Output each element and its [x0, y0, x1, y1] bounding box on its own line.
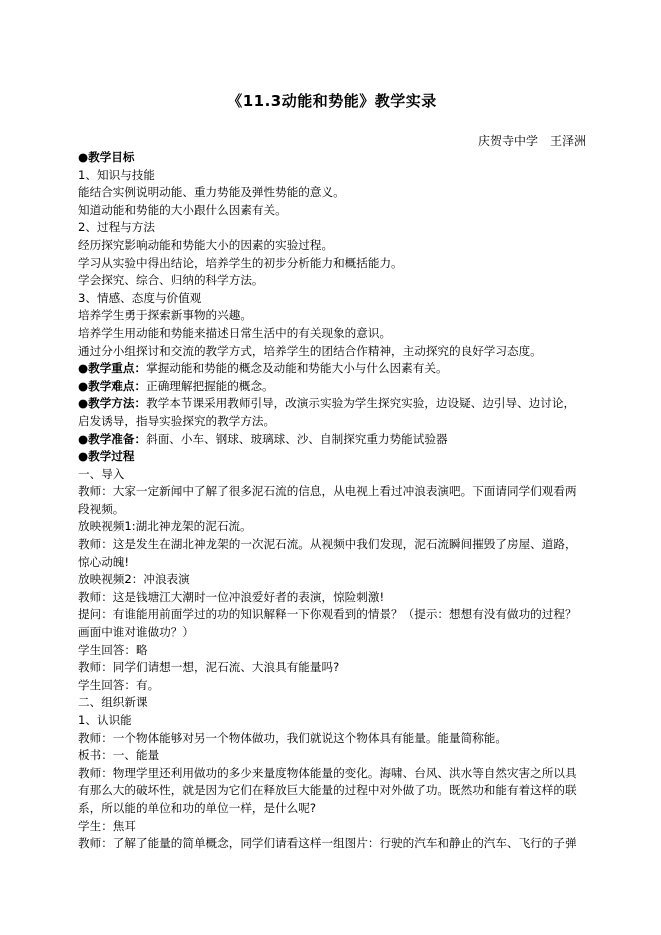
text-paragraph [78, 272, 586, 290]
text-paragraph [78, 765, 586, 818]
text-paragraph [78, 395, 586, 430]
paragraph-text: 学生回答：略 [78, 642, 148, 657]
text-paragraph [78, 360, 586, 378]
paragraph-text: 经历探究影响动能和势能大小的因素的实验过程。 [78, 237, 334, 252]
paragraph-text: 正确理解把握能的概念。 [146, 378, 274, 393]
paragraph-text: 教师：同学们请想一想，泥石流、大浪具有能量吗? [78, 660, 340, 675]
text-paragraph [78, 149, 586, 167]
text-paragraph [78, 448, 586, 466]
section-label: ●教学难点： [78, 378, 147, 393]
text-paragraph [78, 659, 586, 677]
paragraph-text: 板书：一、能量 [78, 748, 160, 763]
paragraph-text: 学会探究、综合、归纳的科学方法。 [78, 273, 264, 288]
text-paragraph [78, 466, 586, 484]
text-paragraph [78, 307, 586, 325]
text-paragraph [78, 606, 586, 641]
author-line: 庆贺寺中学 王泽洲 [477, 134, 586, 148]
paragraph-text: 教师：大家一定新闻中了解了很多泥石流的信息，从电视上看过冲浪表演吧。下面请同学们观看两段视频。 [78, 484, 577, 516]
paragraph-text: 斜面、小车、钢球、玻璃球、沙、自制探究重力势能试验器 [146, 431, 448, 446]
paragraph-text: 教师：了解了能量的简单概念，同学们请看这样一组图片：行驶的汽车和静止的汽车、飞行的子弹 [78, 836, 577, 851]
text-paragraph [78, 343, 586, 361]
text-paragraph [78, 483, 586, 518]
paragraph-text: 教师：一个物体能够对另一个物体做功，我们就说这个物体具有能量。能量简称能。 [78, 730, 507, 745]
paragraph-text: 1、认识能 [78, 713, 132, 727]
text-paragraph [78, 325, 586, 343]
paragraph-text: 提问：有谁能用前面学过的功的知识解释一下你观看到的情景？（提示：想想有没有做功的过程？画面中谁对谁做功？） [78, 607, 577, 640]
paragraph-text: 放映视频2：冲浪表演 [78, 572, 190, 587]
paragraph-text: 一、导入 [78, 466, 125, 481]
paragraph-text: 放映视频1:湖北神龙架的泥石流。 [78, 519, 252, 534]
text-paragraph [78, 255, 586, 273]
section-label: ●教学过程 [78, 449, 135, 464]
text-paragraph [78, 677, 586, 695]
text-paragraph [78, 730, 586, 748]
text-paragraph [78, 571, 586, 589]
section-label: ●教学目标 [78, 150, 135, 164]
paragraph-text: 3、情感、态度与价值观 [78, 290, 202, 305]
text-paragraph [78, 202, 586, 220]
text-paragraph [78, 747, 586, 765]
paragraph-text: 学生回答：有。 [78, 677, 160, 692]
paragraph-text: 知道动能和势能的大小跟什么因素有关。 [78, 202, 287, 217]
text-paragraph [78, 536, 586, 571]
text-paragraph [78, 694, 586, 712]
paragraph-text: 教师：物理学里还利用做功的多少来量度物体能量的变化。海啸、台风、洪水等自然灾害之所以具有那么大的破坏性，就是因为它们在释放巨大能量的过程中对外做了功。既然功和能有着这样的联系，所以能的单位和功的单位一样，是什么呢? [78, 765, 577, 815]
text-paragraph [78, 712, 586, 730]
text-paragraph [78, 184, 586, 202]
paragraph-text: 学习从实验中得出结论，培养学生的初步分析能力和概括能力。 [78, 255, 403, 270]
text-paragraph [78, 818, 586, 836]
paragraph-text: 学生：焦耳 [78, 818, 136, 833]
paragraph-text: 教学本节课采用教师引导，改演示实验为学生探究实验，边设疑、边引导、边讨论，启发诱导，指导实验探究的教学方法。 [78, 396, 576, 428]
paragraph-text: 掌握动能和势能的概念及动能和势能大小与什么因素有关。 [146, 361, 448, 376]
paragraph-text: 培养学生用动能和势能来描述日常生活中的有关现象的意识。 [78, 325, 392, 340]
paragraph-text: 能结合实例说明动能、重力势能及弹性势能的意义。 [78, 185, 345, 200]
paragraph-text: 1、知识与技能 [78, 167, 155, 182]
text-paragraph [78, 167, 586, 185]
text-paragraph [78, 835, 586, 853]
section-label: ●教学准备： [78, 431, 147, 446]
paragraph-text: 教师：这是钱塘江大潮时一位冲浪爱好者的表演，惊险刺激! [78, 589, 385, 604]
page-title: 《11.3动能和势能》教学实录 [227, 92, 437, 110]
paragraph-text: 2、过程与方法 [78, 220, 155, 235]
section-label: ●教学方法： [78, 396, 147, 411]
text-paragraph [78, 378, 586, 396]
text-paragraph [78, 642, 586, 660]
paragraph-text: 二、组织新课 [78, 695, 148, 710]
text-paragraph [78, 237, 586, 255]
text-paragraph [78, 219, 586, 237]
text-paragraph [78, 589, 586, 607]
text-paragraph [78, 431, 586, 449]
text-paragraph [78, 518, 586, 536]
paragraph-text: 培养学生勇于探索新事物的兴趣。 [78, 308, 252, 323]
document-body [78, 149, 586, 853]
paragraph-text: 通过分小组探讨和交流的教学方式，培养学生的团结合作精神，主动探究的良好学习态度。 [78, 343, 542, 358]
text-paragraph [78, 290, 586, 308]
section-label: ●教学重点： [78, 361, 147, 376]
paragraph-text: 教师：这是发生在湖北神龙架的一次泥石流。从视频中我们发现，泥石流瞬间摧毁了房屋、道路，惊心动魄! [78, 537, 577, 569]
